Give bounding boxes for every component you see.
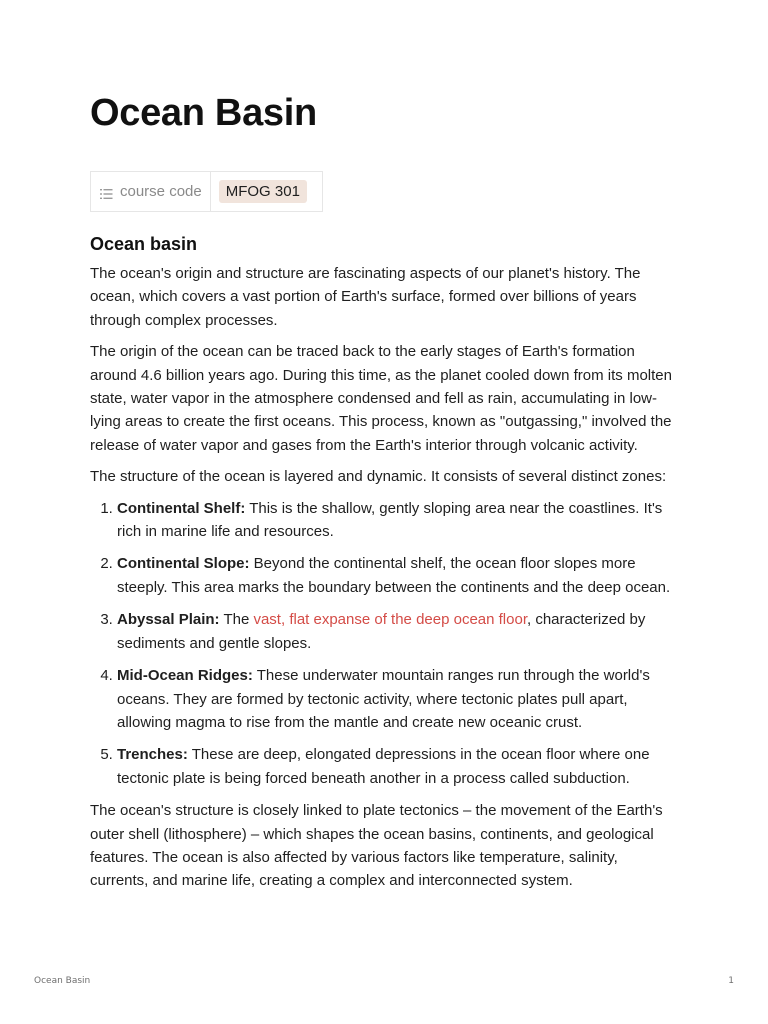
list-item-continental-slope (117, 552, 680, 599)
property-key-course-code (91, 172, 211, 211)
list-item-mid-ocean-ridges (117, 664, 680, 734)
zones-list (90, 497, 680, 790)
page-content (90, 232, 680, 901)
page-title: Ocean Basin (90, 92, 317, 134)
paragraph-intro: The ocean's origin and structure are fascinating aspects of our planet's history. The ocean, which covers a vast portion of Earth's surface, formed over billions of years through complex processes. (90, 265, 641, 329)
property-value-cell[interactable] (211, 172, 322, 211)
term-label: Trenches: (117, 746, 188, 764)
term-label: Mid-Ocean Ridges: (117, 667, 253, 685)
term-label: Continental Slope: (117, 555, 250, 573)
course-code-tag[interactable]: MFOG 301 (219, 180, 307, 203)
term-label: Abyssal Plain: (117, 611, 220, 629)
term-description: This is the shallow, gently sloping area near the coastlines. It's rich in marine life and resources. (117, 499, 663, 541)
term-description: These are deep, elongated depressions in the ocean floor where one tectonic plate is being forced beneath another in a process called subduction. (117, 746, 650, 787)
list-icon (100, 187, 113, 199)
list-item-trenches (117, 743, 680, 790)
list-item-continental-shelf (117, 497, 680, 544)
paragraph-structure: The structure of the ocean is layered and dynamic. It consists of several distinct zones: (90, 468, 667, 486)
paragraph-origin: The origin of the ocean can be traced back to the early stages of Earth's formation around 4.6 billion years ago. During this time, as the planet cooled down from its molten state, water vapor in the atmosphere condensed and fell as rain, accumulating in low-lying areas to create the first oceans. This process, known as "outgassing," involved the release of water vapor and gases from the Earth's interior through volcanic activity. (90, 343, 672, 454)
footer-document-name: Ocean Basin (34, 976, 91, 986)
footer-page-number: 1 (728, 976, 734, 986)
list-item-abyssal-plain (117, 608, 680, 655)
term-description: Beyond the continental shelf, the ocean floor slopes more steeply. This area marks the boundary between the continents and the deep ocean. (117, 555, 671, 596)
term-description: These underwater mountain ranges run through the world's oceans. They are formed by tectonic activity, where tectonic plates pull apart, allowing magma to rise from the mantle and create new oceanic crust. (117, 667, 650, 731)
highlighted-text: vast, flat expanse of the deep ocean floor (253, 611, 527, 629)
paragraph-closing: The ocean's structure is closely linked to plate tectonics – the movement of the Earth's outer shell (lithosphere) – which shapes the ocean basins, continents, and geological features. The ocean is also affected by various factors like temperature, salinity, currents, and marine life, creating a complex and interconnected system. (90, 802, 663, 890)
term-label: Continental Shelf: (117, 499, 246, 517)
property-key-label: course code (120, 183, 202, 200)
section-heading: Ocean basin (90, 234, 198, 254)
term-description-start: The (219, 611, 254, 629)
term-description-end: , characterized by sediments and gentle slopes. (117, 611, 646, 652)
properties-table (90, 171, 323, 212)
